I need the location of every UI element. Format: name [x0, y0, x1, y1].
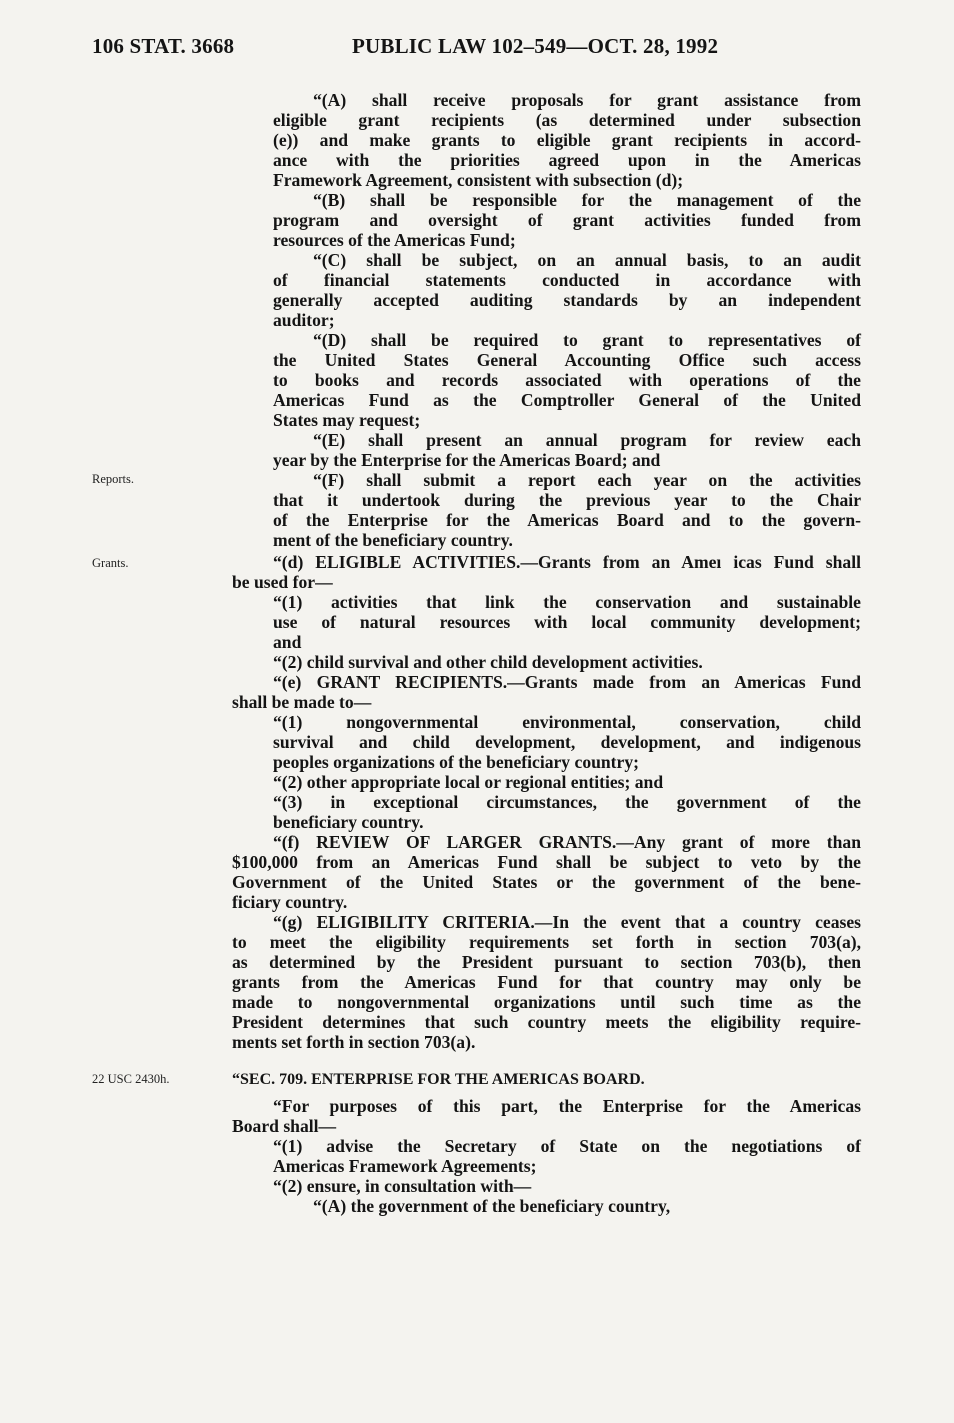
text-line: “(1) advise the Secretary of State on the negotiations of	[273, 1136, 861, 1156]
text-line: “(f) REVIEW OF LARGER GRANTS.—Any grant of more than	[273, 832, 861, 852]
text-line: beneficiary country.	[273, 812, 424, 832]
text-line: generally accepted auditing standards by an independent	[273, 290, 861, 310]
text-line: Americas Fund as the Comptroller General of the United	[273, 390, 861, 410]
text-line: of financial statements conducted in accordance with	[273, 270, 861, 290]
text-line: resources of the Americas Fund;	[273, 230, 516, 250]
text-line: shall be made to—	[232, 692, 372, 712]
law-title: PUBLIC LAW 102–549—OCT. 28, 1992	[352, 34, 719, 58]
text-line: ments set forth in section 703(a).	[232, 1032, 476, 1052]
section-heading: “SEC. 709. ENTERPRISE FOR THE AMERICAS BOARD.	[232, 1071, 645, 1088]
text-line: grants from the Americas Fund for that country may only be	[232, 972, 861, 992]
text-line: of the Enterprise for the Americas Board and to the govern-	[273, 510, 861, 530]
text-line: $100,000 from an Americas Fund shall be subject to veto by the	[232, 852, 861, 872]
text-line: and	[273, 632, 302, 652]
text-line: made to nongovernmental organizations until such time as the	[232, 992, 861, 1012]
text-line: year by the Enterprise for the Americas Board; and	[273, 450, 661, 470]
text-line: “(2) child survival and other child development activities.	[273, 652, 703, 672]
text-line: “(A) the government of the beneficiary country,	[313, 1196, 671, 1216]
text-line: “(d) ELIGIBLE ACTIVITIES.—Grants from an Ameı icas Fund shall	[273, 552, 861, 572]
text-line: “(g) ELIGIBILITY CRITERIA.—In the event that a country ceases	[273, 912, 861, 932]
page-header	[0, 34, 954, 64]
text-line: “(F) shall submit a report each year on the activities	[313, 470, 861, 490]
stat-citation: 106 STAT. 3668	[92, 34, 235, 58]
text-line: “(2) ensure, in consultation with—	[273, 1176, 532, 1196]
text-line: as determined by the President pursuant to section 703(b), then	[232, 952, 861, 972]
text-line: ficiary country.	[232, 892, 348, 912]
text-line: Board shall—	[232, 1116, 337, 1136]
text-line: States may request;	[273, 410, 421, 430]
text-line: “(C) shall be subject, on an annual basis, to an audit	[313, 250, 861, 270]
text-line: “(e) GRANT RECIPIENTS.—Grants made from an Americas Fund	[273, 672, 861, 692]
text-line: “(E) shall present an annual program for review each	[313, 430, 861, 450]
text-line: Government of the United States or the government of the bene-	[232, 872, 861, 892]
margin-note-usc: 22 USC 2430h.	[92, 1072, 170, 1086]
text-line: “For purposes of this part, the Enterprise for the Americas	[273, 1096, 861, 1116]
text-line: “(1) nongovernmental environmental, conservation, child	[273, 712, 861, 732]
text-line: to meet the eligibility requirements set forth in section 703(a),	[232, 932, 861, 952]
margin-note-reports: Reports.	[92, 472, 135, 486]
text-line: Americas Framework Agreements;	[273, 1156, 537, 1176]
text-line: to books and records associated with operations of the	[273, 370, 861, 390]
margin-note-grants: Grants.	[92, 556, 129, 570]
text-line: be used for—	[232, 572, 333, 592]
text-line: that it undertook during the previous year to the Chair	[273, 490, 861, 510]
text-line: program and oversight of grant activities funded from	[273, 210, 861, 230]
text-line: (e)) and make grants to eligible grant recipients in accord-	[273, 130, 861, 150]
text-line: ment of the beneficiary country.	[273, 530, 513, 550]
text-line: “(D) shall be required to grant to representatives of	[313, 330, 861, 350]
text-line: the United States General Accounting Office such access	[273, 350, 861, 370]
text-line: survival and child development, development, and indigenous	[273, 732, 861, 752]
text-line: “(3) in exceptional circumstances, the government of the	[273, 792, 861, 812]
text-line: “(1) activities that link the conservation and sustainable	[273, 592, 861, 612]
text-line: President determines that such country meets the eligibility require-	[232, 1012, 861, 1032]
text-line: “(A) shall receive proposals for grant assistance from	[313, 90, 861, 110]
text-line: ance with the priorities agreed upon in the Americas	[273, 150, 861, 170]
text-line: auditor;	[273, 310, 335, 330]
text-line: Framework Agreement, consistent with subsection (d);	[273, 170, 684, 190]
text-line: peoples organizations of the beneficiary country;	[273, 752, 640, 772]
text-line: “(B) shall be responsible for the management of the	[313, 190, 861, 210]
text-line: use of natural resources with local community development;	[273, 612, 861, 632]
text-line: eligible grant recipients (as determined under subsection	[273, 110, 861, 130]
text-line: “(2) other appropriate local or regional entities; and	[273, 772, 664, 792]
